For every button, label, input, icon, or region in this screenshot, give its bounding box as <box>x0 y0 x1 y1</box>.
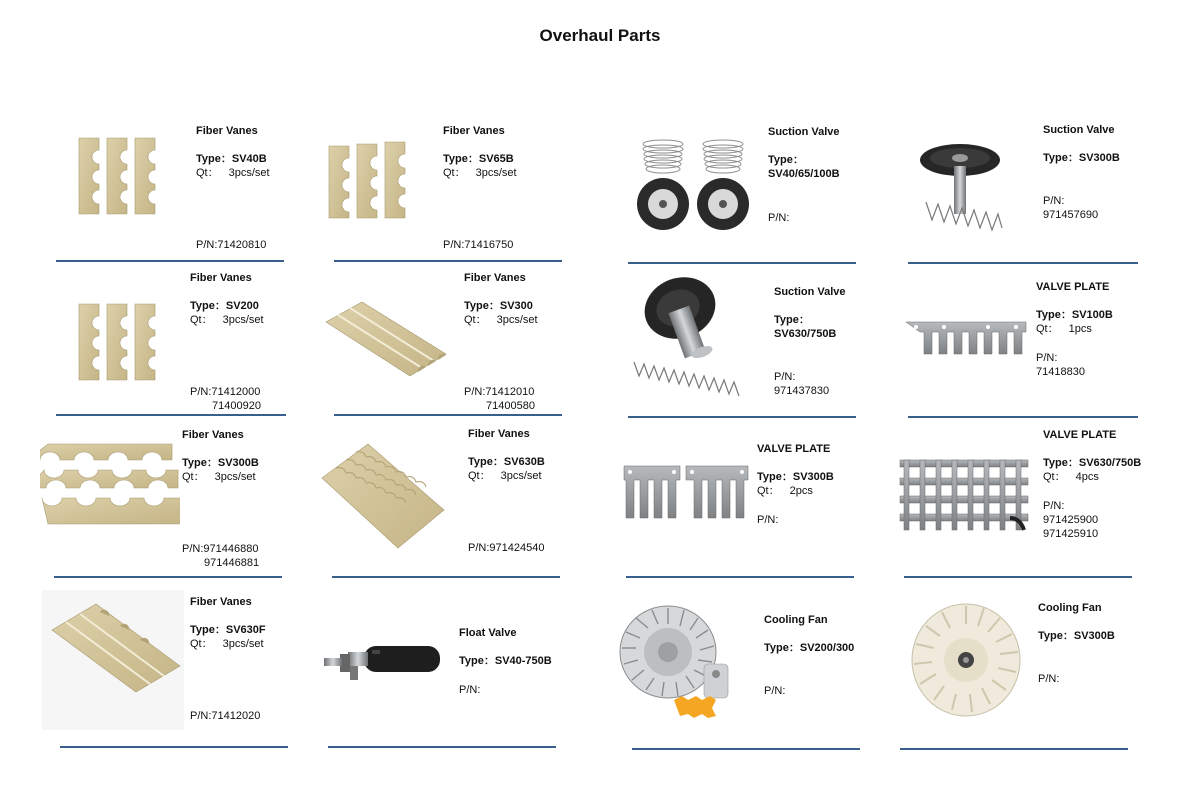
suction-valve-spring-icon <box>918 130 1008 240</box>
part-number: P/N: <box>757 514 779 526</box>
part-number-line: 971457690 <box>1043 209 1099 221</box>
part-number: P/N:971424540 <box>468 542 545 554</box>
part-info <box>190 595 266 651</box>
part-name: VALVE PLATE <box>1036 281 1110 293</box>
cooling-fan-grey-icon <box>616 600 756 722</box>
part-number: P/N: <box>1036 352 1058 364</box>
part-type: Type：SV300B <box>1038 630 1115 642</box>
divider <box>334 260 562 262</box>
part-type: Type：SV200/300 <box>764 642 855 654</box>
part-number: P/N:71416750 <box>443 239 514 251</box>
part-type: Type：SV300B <box>1043 152 1120 164</box>
part-name: Suction Valve <box>774 286 846 298</box>
divider <box>334 414 562 416</box>
part-name: Fiber Vanes <box>182 429 244 441</box>
part-name: VALVE PLATE <box>757 443 831 455</box>
part-type: Type：SV300 <box>464 300 533 312</box>
part-number-line: 71418830 <box>1036 366 1085 378</box>
divider <box>900 748 1128 750</box>
suction-valve-large-icon <box>628 272 758 412</box>
part-number-line: 71400580 <box>486 400 535 412</box>
part-name: Fiber Vanes <box>443 125 505 137</box>
page-title: Overhaul Parts <box>539 26 661 45</box>
part-info <box>1036 280 1113 336</box>
part-number: P/N:71412020 <box>190 710 261 722</box>
fiber-vanes-wide-icon <box>40 442 180 528</box>
part-type: Type：SV630/750B <box>1043 457 1142 469</box>
part-qty: Qt： 3pcs/set <box>468 470 542 482</box>
part-number-line: 971437830 <box>774 385 830 397</box>
part-qty: Qt： 3pcs/set <box>190 314 264 326</box>
fiber-vanes-plate-icon <box>320 440 446 552</box>
part-number: P/N: <box>774 371 796 383</box>
cooling-fan-white-icon <box>908 600 1024 720</box>
part-qty: Qt： 3pcs/set <box>196 167 270 179</box>
part-name: VALVE PLATE <box>1043 429 1117 441</box>
part-type: Type：SV100B <box>1036 309 1113 321</box>
divider <box>60 746 288 748</box>
divider <box>328 746 556 748</box>
part-info <box>459 626 552 668</box>
part-number: P/N:71412010 <box>464 386 535 398</box>
part-qty: Qt： 3pcs/set <box>190 638 264 650</box>
part-info <box>1038 601 1115 643</box>
part-type: Type：SV40B <box>196 153 267 165</box>
divider <box>628 262 856 264</box>
part-qty: Qt： 3pcs/set <box>182 471 256 483</box>
suction-valve-pair-icon <box>630 132 760 232</box>
divider <box>632 748 860 750</box>
float-valve-icon <box>320 640 444 684</box>
part-type: Type：SV65B <box>443 153 514 165</box>
part-type: Type：SV200 <box>190 300 259 312</box>
part-info <box>764 613 854 655</box>
part-name: Fiber Vanes <box>196 125 258 137</box>
part-number: P/N: <box>1043 195 1065 207</box>
part-type: Type： SV630/750B <box>774 314 837 340</box>
part-number-line: 971425900 <box>1043 514 1099 526</box>
part-name: Suction Valve <box>768 126 840 138</box>
part-number: P/N: <box>459 684 481 696</box>
part-type: Type：SV40-750B <box>459 655 552 667</box>
part-name: Cooling Fan <box>764 614 828 626</box>
part-qty: Qt： 4pcs <box>1043 471 1099 483</box>
part-name: Fiber Vanes <box>190 272 252 284</box>
fiber-vanes-long-icon <box>322 296 452 386</box>
part-info <box>1043 123 1120 165</box>
divider <box>904 576 1132 578</box>
part-info <box>190 271 264 327</box>
valve-plate-double-icon <box>622 462 752 522</box>
part-number: P/N:71420810 <box>196 239 267 251</box>
part-name: Fiber Vanes <box>190 596 252 608</box>
part-number: P/N: <box>1043 500 1065 512</box>
part-info <box>774 285 846 341</box>
part-info <box>464 271 538 327</box>
divider <box>908 262 1138 264</box>
part-type: Type：SV300B <box>182 457 259 469</box>
part-type: Type： SV40/65/100B <box>768 154 840 180</box>
part-number: P/N:71412000 <box>190 386 261 398</box>
valve-plate-grid-icon <box>898 456 1032 534</box>
part-number: P/N: <box>1038 673 1060 685</box>
part-qty: Qt： 3pcs/set <box>443 167 517 179</box>
divider <box>54 576 282 578</box>
fiber-vanes-set-icon <box>76 302 162 382</box>
divider <box>626 576 854 578</box>
part-name: Fiber Vanes <box>468 428 530 440</box>
part-info <box>768 125 840 181</box>
part-number-line: 971446881 <box>204 557 260 569</box>
part-info <box>443 124 517 180</box>
part-info <box>196 124 270 180</box>
fiber-vanes-long-icon <box>42 590 184 730</box>
part-qty: Qt： 3pcs/set <box>464 314 538 326</box>
part-info <box>757 442 834 498</box>
divider <box>56 260 284 262</box>
part-number: P/N: <box>764 685 786 697</box>
part-info <box>1043 428 1141 484</box>
part-qty: Qt： 1pcs <box>1036 323 1092 335</box>
part-type: Type：SV300B <box>757 471 834 483</box>
part-info <box>468 427 545 483</box>
divider <box>332 576 560 578</box>
part-name: Float Valve <box>459 627 517 639</box>
part-name: Suction Valve <box>1043 124 1115 136</box>
part-number: P/N: <box>768 212 790 224</box>
part-number-line: 71400920 <box>212 400 261 412</box>
valve-plate-comb-icon <box>904 318 1028 358</box>
fiber-vanes-set-icon <box>326 140 412 220</box>
fiber-vanes-set-icon <box>76 136 162 216</box>
part-number-line: 971425910 <box>1043 528 1099 540</box>
part-type: Type：SV630F <box>190 624 266 636</box>
part-type: Type：SV630B <box>468 456 545 468</box>
divider <box>628 416 856 418</box>
part-number: P/N:971446880 <box>182 543 259 555</box>
divider <box>908 416 1138 418</box>
part-info <box>182 428 259 484</box>
part-name: Fiber Vanes <box>464 272 526 284</box>
part-name: Cooling Fan <box>1038 602 1102 614</box>
part-qty: Qt： 2pcs <box>757 485 813 497</box>
divider <box>178 414 286 416</box>
